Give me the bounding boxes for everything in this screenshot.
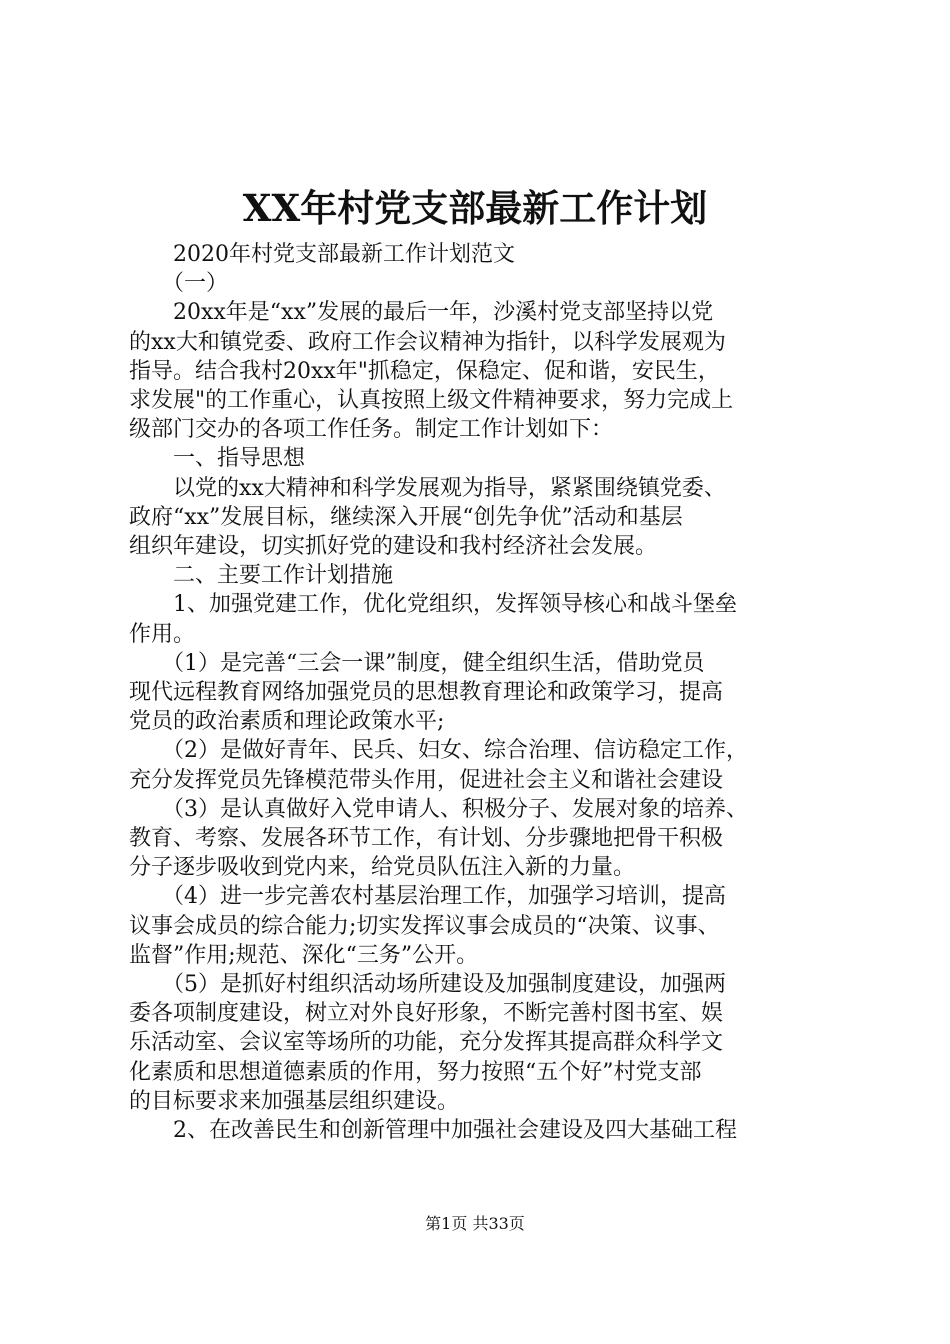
document-title: XX年村党支部最新工作计划 xyxy=(242,186,708,230)
body-line: 委各项制度建设，树立对外良好形象，不断完善村图书室、娱 xyxy=(129,1001,724,1026)
body-line: 化素质和思想道德素质的作用，努力按照“五个好”村党支部 xyxy=(129,1060,702,1085)
body-line: 求发展"的工作重心，认真按照上级文件精神要求，努力完成上 xyxy=(129,388,734,413)
body-line: 2020年村党支部最新工作计划范文 xyxy=(129,242,515,267)
body-line: 一、指导思想 xyxy=(129,446,306,471)
body-line: 乐活动室、会议室等场所的功能，充分发挥其提高群众科学文 xyxy=(129,1030,724,1055)
body-line: 2、在改善民生和创新管理中加强社会建设及四大基础工程 xyxy=(129,1118,737,1143)
body-line: （一） xyxy=(129,271,229,296)
body-line: 现代远程教育网络加强党员的思想教育理论和政策学习，提高 xyxy=(129,680,724,705)
body-line: 监督”作用;规范、深化“三务”公开。 xyxy=(129,943,479,968)
body-line: 政府“xx”发展目标，继续深入开展“创先争优”活动和基层 xyxy=(129,505,683,530)
body-line: （1）是完善“三会一课”制度，健全组织生活，借助党员 xyxy=(129,651,705,676)
body-line: （4）进一步完善农村基层治理工作，加强学习培训，提高 xyxy=(129,884,726,909)
body-line: 指导。结合我村20xx年"抓稳定，保稳定、促和谐，安民生， xyxy=(129,359,720,384)
body-line: （3）是认真做好入党申请人、积极分子、发展对象的培养、 xyxy=(129,797,748,822)
page-footer: 第1页 共33页 xyxy=(425,1214,525,1233)
body-line: 组织年建设，切实抓好党的建设和我村经济社会发展。 xyxy=(129,534,658,559)
body-line: 分子逐步吸收到党内来，给党员队伍注入新的力量。 xyxy=(129,855,636,880)
body-line: 充分发挥党员先锋模范带头作用，促进社会主义和谐社会建设 xyxy=(129,768,724,793)
body-line: 的xx大和镇党委、政府工作会议精神为指针，以科学发展观为 xyxy=(129,330,726,355)
body-line: 教育、考察、发展各环节工作，有计划、分步骤地把骨干积极 xyxy=(129,826,724,851)
body-line: 的目标要求来加强基层组织建设。 xyxy=(129,1089,460,1114)
body-line: （2）是做好青年、民兵、妇女、综合治理、信访稳定工作， xyxy=(129,738,748,763)
body-line: 1、加强党建工作，优化党组织，发挥领导核心和战斗堡垒 xyxy=(129,592,737,617)
body-line: （5）是抓好村组织活动场所建设及加强制度建设，加强两 xyxy=(129,972,726,997)
body-line: 作用。 xyxy=(129,622,196,647)
body-line: 20xx年是“xx”发展的最后一年，沙溪村党支部坚持以党 xyxy=(129,300,714,325)
body-line: 党员的政治素质和理论政策水平; xyxy=(129,709,445,734)
body-line: 议事会成员的综合能力;切实发挥议事会成员的“决策、议事、 xyxy=(129,914,720,939)
body-line: 以党的xx大精神和科学发展观为指导，紧紧围绕镇党委、 xyxy=(129,476,726,501)
body-line: 级部门交办的各项工作任务。制定工作计划如下： xyxy=(129,417,614,442)
body-line: 二、主要工作计划措施 xyxy=(129,563,394,588)
